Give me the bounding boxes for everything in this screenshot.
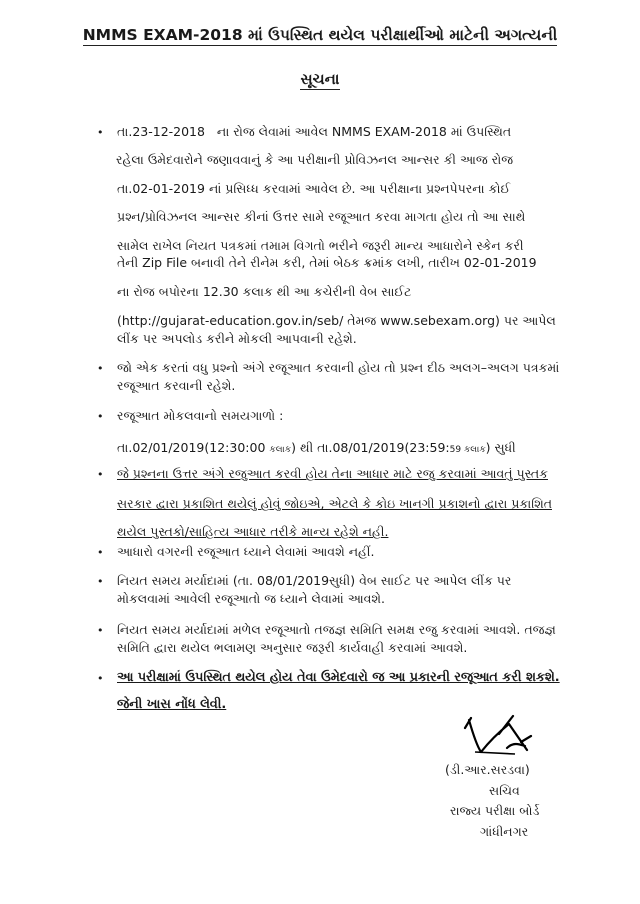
para1-line1 (117, 124, 597, 140)
bullet-5-marker: • (97, 546, 104, 559)
document-subtitle (0, 70, 640, 88)
thi-word: થી (299, 440, 314, 455)
para2-line2: રજૂઆત કરવાની રહેશે. (117, 378, 236, 393)
bullet-2-marker: • (97, 362, 104, 375)
signature-graphic (455, 712, 535, 758)
para7-line1: નિયત સમય મર્યાદામાં મળેલ રજૂઆતો તજજ્ઞ સમિતિ સમક્ષ રજુ કરવામાં આવશે. તજજ્ઞ (117, 622, 556, 637)
para1-line6: તેની Zip File બનાવી તેને રીનેમ કરી, તેમાં બેઠક ક્રમાંક લખી, તારીખ 02-01-2019 (117, 255, 537, 270)
sudhi-word: સુધી (494, 440, 516, 455)
to-date: તા.08/01/2019 (317, 440, 405, 455)
exam-date: તા.23-12-2018 (117, 124, 205, 139)
bullet-3-marker: • (97, 410, 104, 423)
document-title (0, 26, 640, 45)
para1-line5: સામેલ રાખેલ નિયત પત્રકમાં તમામ વિગતો ભરીને જરૂરી માન્ય આધારોને સ્કેન કરી (117, 238, 524, 253)
para4-line2: સરકાર દ્વારા પ્રકાશિત થયેલું હોવું જોઇએ, એટલે કે કોઇ ખાનગી પ્રકાશનો દ્વારા પ્રકાશિત (117, 496, 552, 511)
para1-line2: રહેલા ઉમેદવારોને જણાવવાનું કે આ પરીક્ષાની પ્રોવિઝનલ આન્સર કી આજ રોજ (116, 152, 514, 167)
document-title-text: NMMS EXAM-2018 માં ઉપસ્થિત થયેલ પરીક્ષાર્થીઓ માટેની અગત્યની (82, 26, 558, 44)
bullet-7-marker: • (97, 624, 104, 637)
to-time-small: 59 કલાક (449, 445, 486, 455)
signatory-designation: સચિવ (489, 783, 520, 798)
para1-line3: તા.02-01-2019 નાં પ્રસિધ્ધ કરવામાં આવેલ છે. આ પરીક્ષાના પ્રશ્નપેપરના કોઈ (117, 181, 511, 196)
para4-line1: જે પ્રશ્નના ઉત્તર અંગે રજુઆત કરવી હોય તેના આધાર માટે રજુ કરવામાં આવતું પુસ્તક (117, 466, 548, 481)
para8-line1: આ પરીક્ષામાં ઉપસ્થિત થયેલ હોય તેવા ઉમેદવારો જ આ પ્રકારની રજૂઆત કરી શકશે. (117, 670, 560, 685)
para1-line7: ના રોજ બપોરના 12.30 કલાક થી આ કચેરીની વેબ સાઈટ (117, 284, 412, 299)
para1-line8: (http://gujarat-education.gov.in/seb/ તેમજ www.sebexam.org) પર આપેલ (117, 313, 556, 328)
para1-line9: લીંક પર અપલોડ કરીને મોકલી આપવાની રહેશે. (117, 331, 357, 346)
para8-line2: જેની ખાસ નોંધ લેવી. (117, 697, 227, 712)
para1-line4: પ્રશ્ન/પ્રોવિઝનલ આન્સર કીનાં ઉત્તર સામે રજૂઆત કરવા માગતા હોય તો આ સાથે (117, 209, 526, 224)
para2-line1: જો એક કરતાં વધુ પ્રશ્નો અંગે રજૂઆત કરવાની હોય તો પ્રશ્ન દીઠ અલગ–અલગ પત્રકમાં (117, 360, 560, 375)
to-close-paren: ) (485, 440, 491, 455)
para1-line1-text: ના રોજ લેવામાં આવેલ NMMS EXAM-2018 માં ઉપસ્થિત (216, 124, 512, 139)
bullet-4-marker: • (97, 468, 104, 481)
submission-period (117, 440, 597, 458)
from-close-paren: ) (291, 440, 296, 455)
para6-line1: નિયત સમય મર્યાદામાં (તા. 08/01/2019સુધી) વેબ સાઈટ પર આપેલ લીંક પર (117, 573, 512, 588)
bullet-1-marker: • (97, 126, 104, 139)
signatory-office: રાજ્ય પરીક્ષા બોર્ડ (450, 803, 540, 818)
bullet-6-marker: • (97, 575, 104, 588)
para5-line1: આધારો વગરની રજૂઆત ધ્યાને લેવામાં આવશે નહીં. (117, 544, 375, 559)
to-time: (23:59: (404, 440, 450, 455)
para7-line2: સમિતિ દ્વારા થયેલ ભલામણ અનુસાર જરૂરી કાર્યવાહી કરવામાં આવશે. (117, 640, 468, 655)
from-date: તા.02/01/2019 (117, 440, 205, 455)
bullet-8-marker: • (97, 672, 104, 685)
para4-line3: થયેલ પુસ્તકો/સાહિત્ય આધાર તરીકે માન્ય રહેશે નહી. (117, 524, 389, 539)
document-subtitle-text: સૂચના (300, 70, 340, 88)
signatory-city: ગાંધીનગર (480, 824, 529, 839)
from-unit: કલાક (269, 445, 292, 455)
para6-line2: મોકલવામાં આવેલી રજૂઆતો જ ધ્યાને લેવામાં આવશે. (117, 591, 385, 606)
para3-line1: રજૂઆત મોકલવાનો સમયગાળો : (117, 408, 284, 423)
signatory-name: (ડી.આર.સરડવા) (445, 762, 530, 777)
from-time: (12:30:00 (204, 440, 266, 455)
